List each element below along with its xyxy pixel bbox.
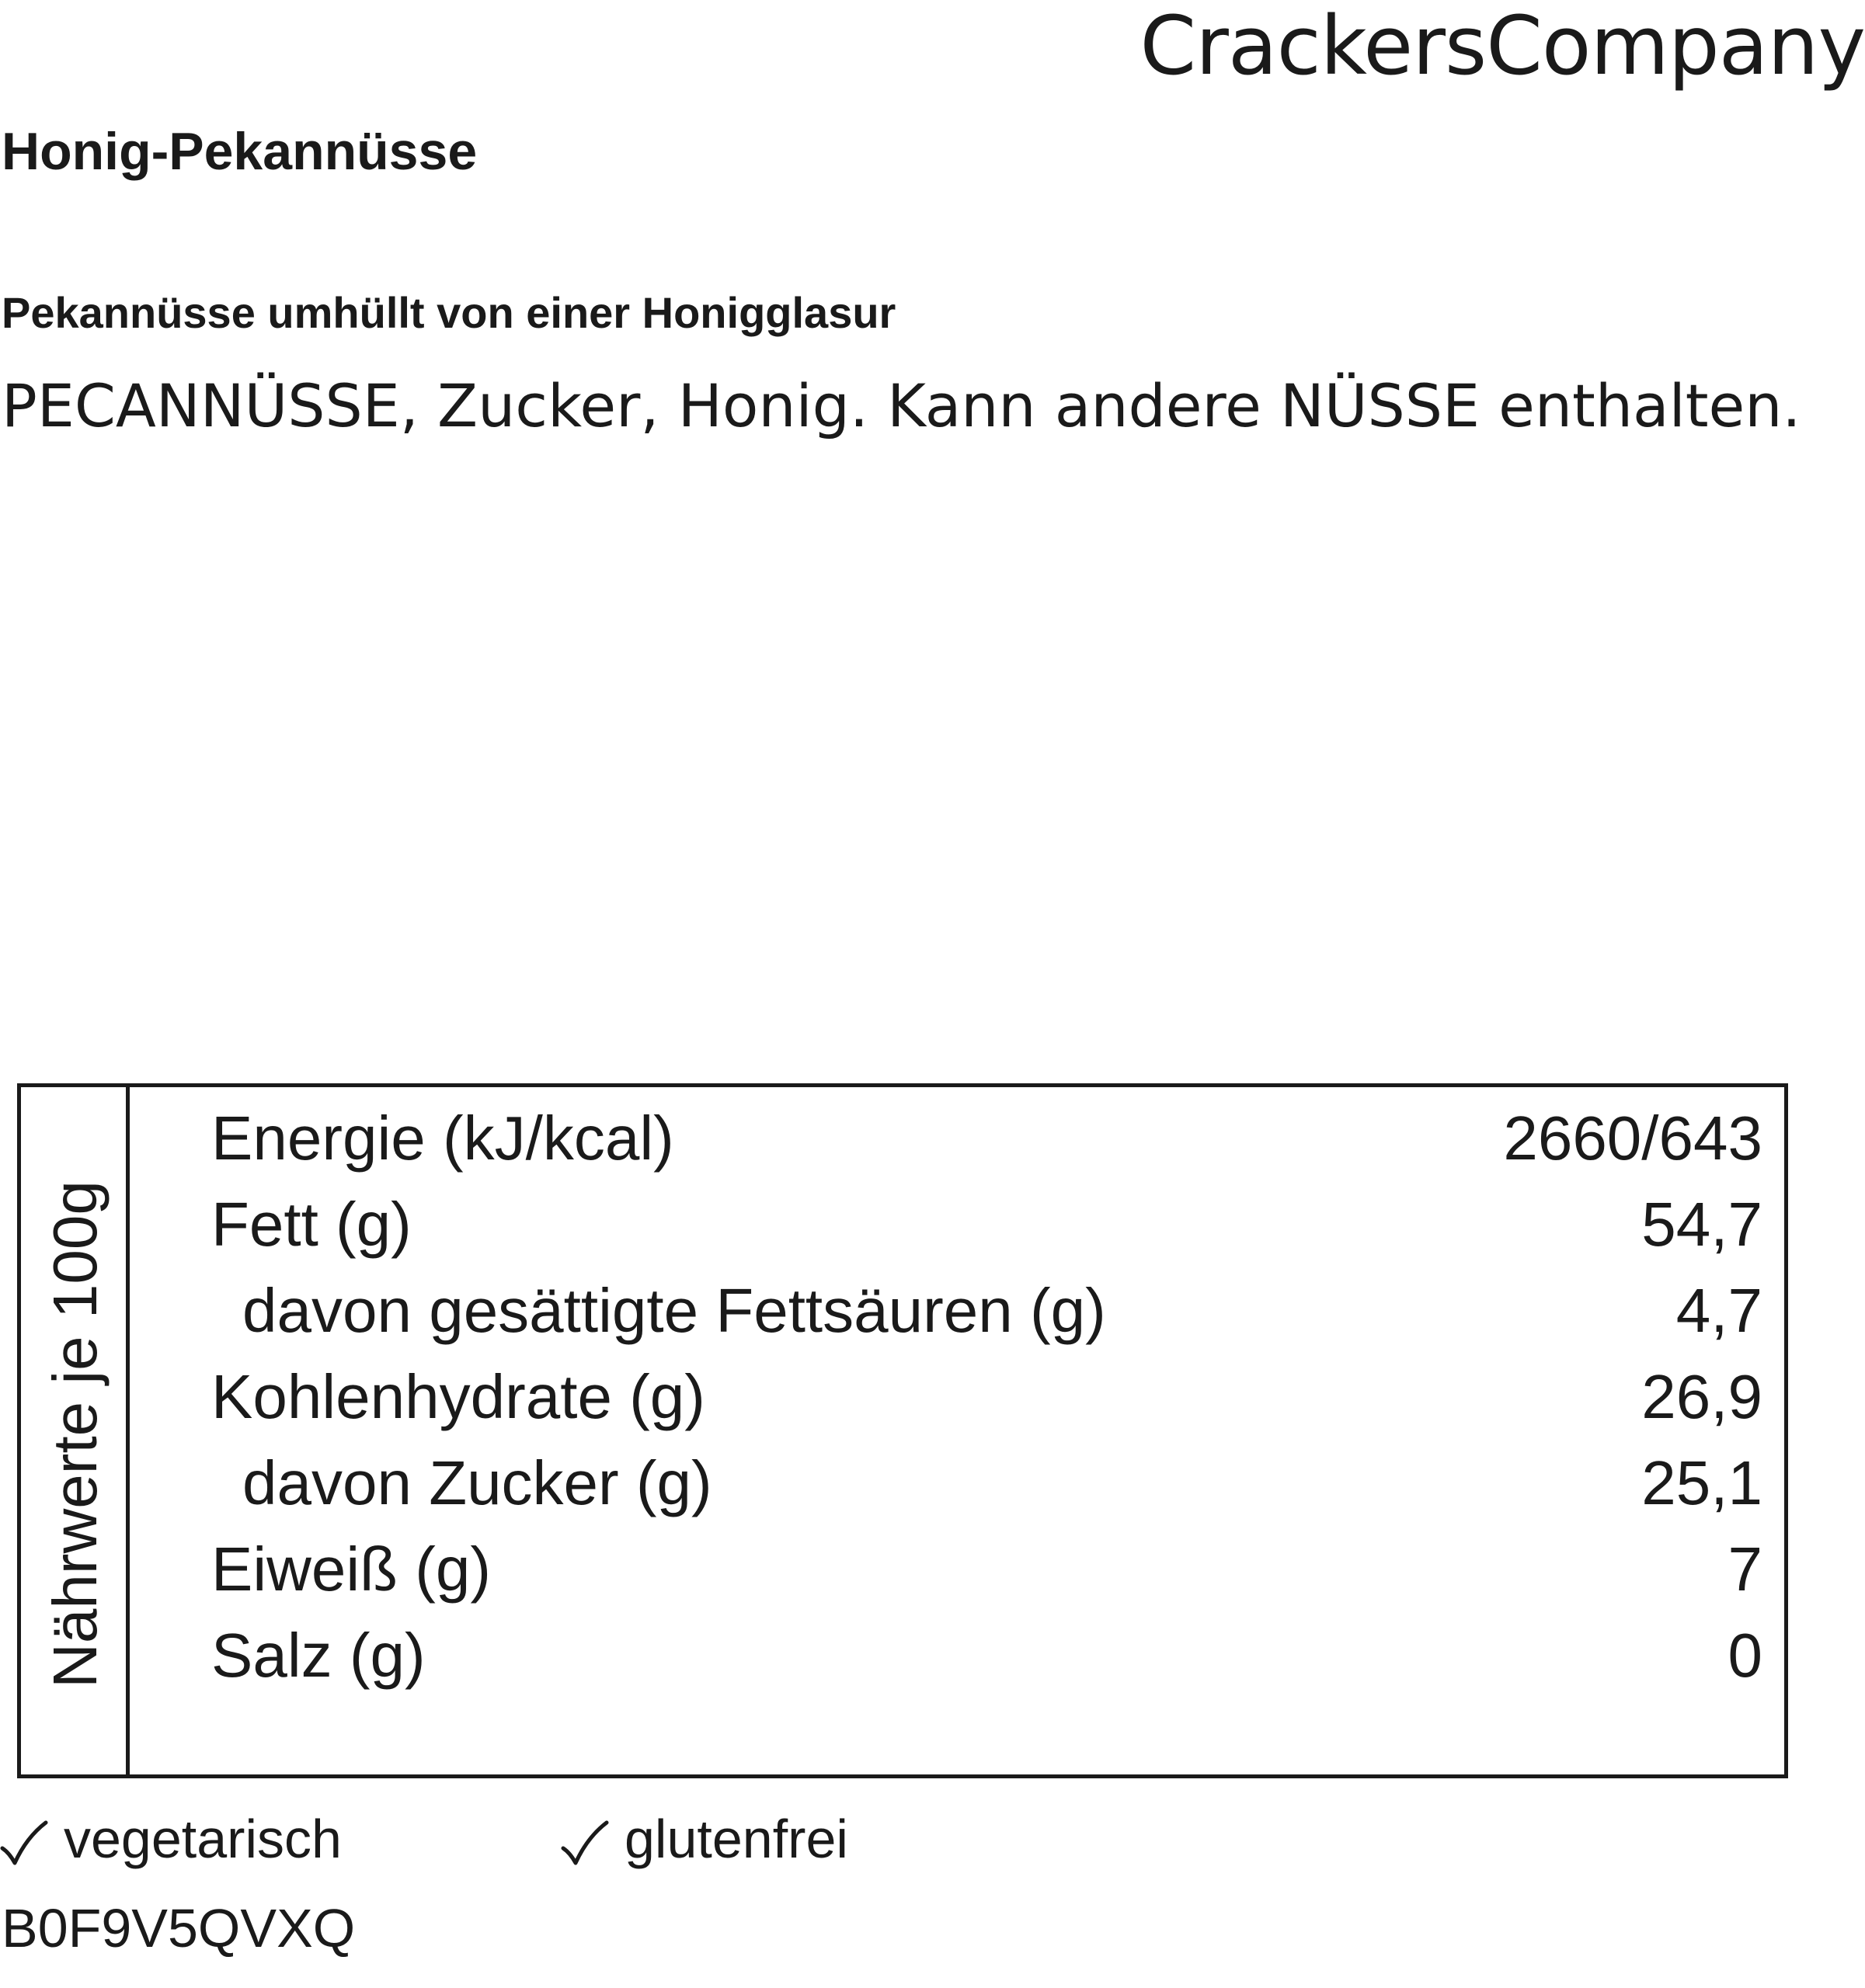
badge-vegetarian [0,1800,342,1887]
product-subtitle: Pekannüsse umhüllt von einer Honigglasur [2,288,896,337]
nutrition-row-saturated-fat [130,1267,1784,1354]
nutrition-row-salt [130,1612,1784,1699]
nutrition-rows [130,1087,1784,1774]
nutrition-label: davon Zucker (g) [242,1448,712,1517]
nutrition-value: 4,7 [1675,1276,1762,1345]
nutrition-label: Kohlenhydrate (g) [211,1362,705,1431]
nutrition-label: Eiweiß (g) [211,1534,492,1604]
nutrition-value: 7 [1728,1534,1762,1604]
ingredients-text: PECANNÜSSE, Zucker, Honig. Kann andere NÜSSE enthalten. [2,371,1801,440]
nutrition-row-carbohydrates [130,1354,1784,1441]
nutrition-side-label: Nährwerte je 100g [40,1180,110,1688]
nutrition-row-sugar [130,1440,1784,1527]
brand-logo: CrackersCompany [1140,0,1865,93]
check-icon [561,1809,609,1887]
nutrition-row-fat [130,1181,1784,1268]
nutrition-label: Fett (g) [211,1190,412,1259]
nutrition-value: 54,7 [1641,1190,1762,1259]
product-code: B0F9V5QVXQ [2,1898,356,1958]
nutrition-value: 2660/643 [1503,1103,1762,1173]
nutrition-value: 25,1 [1641,1448,1762,1517]
nutrition-label: Salz (g) [211,1621,426,1690]
nutrition-row-energy [130,1095,1784,1182]
nutrition-label: davon gesättigte Fettsäuren (g) [242,1276,1106,1345]
badge-label: glutenfrei [625,1809,848,1869]
badge-glutenfree [561,1800,848,1887]
product-title: Honig-Pekannüsse [2,122,478,181]
badge-label: vegetarisch [64,1809,342,1869]
nutrition-value: 26,9 [1641,1362,1762,1431]
nutrition-row-protein [130,1526,1784,1613]
nutrition-side-panel [21,1087,130,1774]
nutrition-value: 0 [1728,1621,1762,1690]
nutrition-label: Energie (kJ/kcal) [211,1103,674,1173]
nutrition-table [17,1083,1788,1778]
check-icon [0,1809,48,1887]
